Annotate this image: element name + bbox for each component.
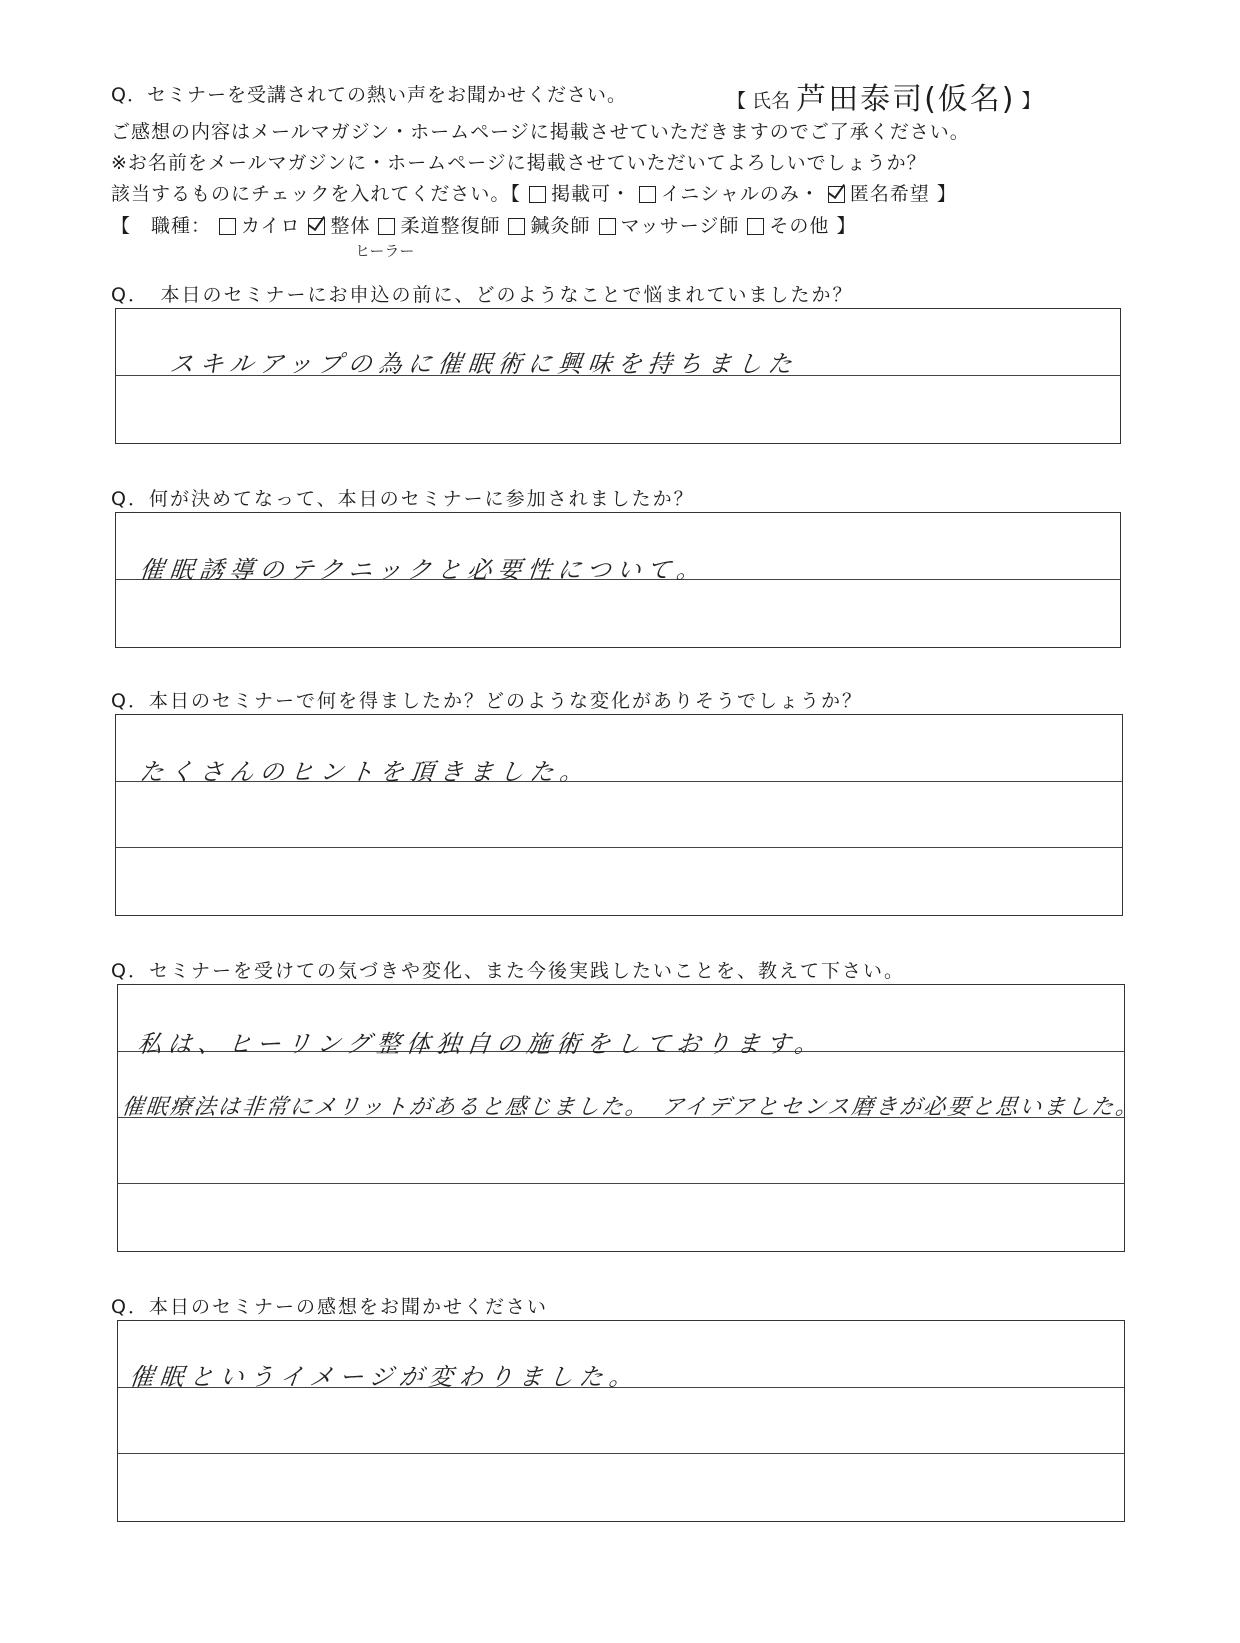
name-field [727,74,1041,118]
question-3: Q．本日のセミナーで何を得ましたか？どのような変化がありそうでしょうか？ [111,690,863,712]
handwritten-answer-3: たくさんのヒントを頂きました。 [138,758,592,786]
checkbox-massage[interactable] [599,218,616,235]
question-4: Q．セミナーを受けての気づきや変化、また今後実践したいことを、教えて下さい。 [111,960,905,982]
answer-line [118,1387,1124,1454]
job-massage-label: マッサージ師 [620,215,740,237]
consent-anonymous-label: 匿名希望 [849,183,930,205]
handwritten-answer-4a: 私は、ヒーリング整体独自の施術をしております。 [136,1030,826,1058]
checkbox-publish[interactable] [529,186,546,203]
name-value: 芦田泰司(仮名) [796,82,1016,117]
consent-end: 】 [936,183,957,205]
job-seitai-label: 整体 [330,215,371,237]
name-permission-question: ※お名前をメールマガジンに・ホームページに掲載させていただいてよろしいでしょうか？ [111,152,927,174]
consent-row [111,179,957,206]
answer-line [116,781,1122,848]
question-5: Q．本日のセミナーの感想をお聞かせください [111,1296,548,1318]
intro-question: Q．セミナーを受講されての熱い声をお聞かせください。 [111,84,627,106]
handwritten-answer-5: 催眠というイメージが変わりました。 [128,1363,641,1391]
answer-box-3[interactable] [115,714,1123,916]
job-end: 】 [836,215,857,237]
job-lead: 【 職種： [111,215,212,237]
name-bracket-close: 】 [1021,90,1041,112]
checkbox-anonymous[interactable] [828,186,845,203]
publication-notice: ご感想の内容はメールマガジン・ホームページに掲載させていただきますのでご了承ください。 [111,121,970,143]
job-judo-label: 柔道整復師 [400,215,501,237]
consent-lead: 該当するものにチェックを入れてください。【 [111,183,521,205]
checkbox-other[interactable] [747,218,764,235]
consent-publish-label: 掲載可・ [550,183,631,205]
checkbox-initials[interactable] [639,186,656,203]
question-1: Q． 本日のセミナーにお申込の前に、どのようなことで悩まれていましたか？ [111,284,854,306]
job-type-row [111,211,856,238]
handwritten-answer-4b: 催眠療法は非常にメリットがあると感じました。 アイデアとセンス磨きが必要と思いました。 [120,1095,1141,1120]
question-2: Q．何が決めてなって、本日のセミナーに参加されましたか？ [111,488,695,510]
checkbox-judo[interactable] [378,218,395,235]
handwritten-answer-1: スキルアップの為に催眠術に興味を持ちました [168,350,800,378]
checkbox-seitai[interactable] [308,218,325,235]
answer-line [118,1117,1124,1184]
handwritten-answer-2: 催眠誘導のテクニックと必要性について。 [138,556,708,584]
checkbox-acupuncture[interactable] [508,218,525,235]
consent-initials-label: イニシャルのみ・ [660,183,820,205]
job-other-label: その他 [769,215,830,237]
job-handwritten-note: ヒーラー [355,242,415,260]
checkbox-chiro[interactable] [219,218,236,235]
name-label: 【 氏名 [727,90,791,112]
job-acupuncture-label: 鍼灸師 [530,215,591,237]
job-chiro-label: カイロ [241,215,301,237]
answer-box-5[interactable] [117,1320,1125,1522]
